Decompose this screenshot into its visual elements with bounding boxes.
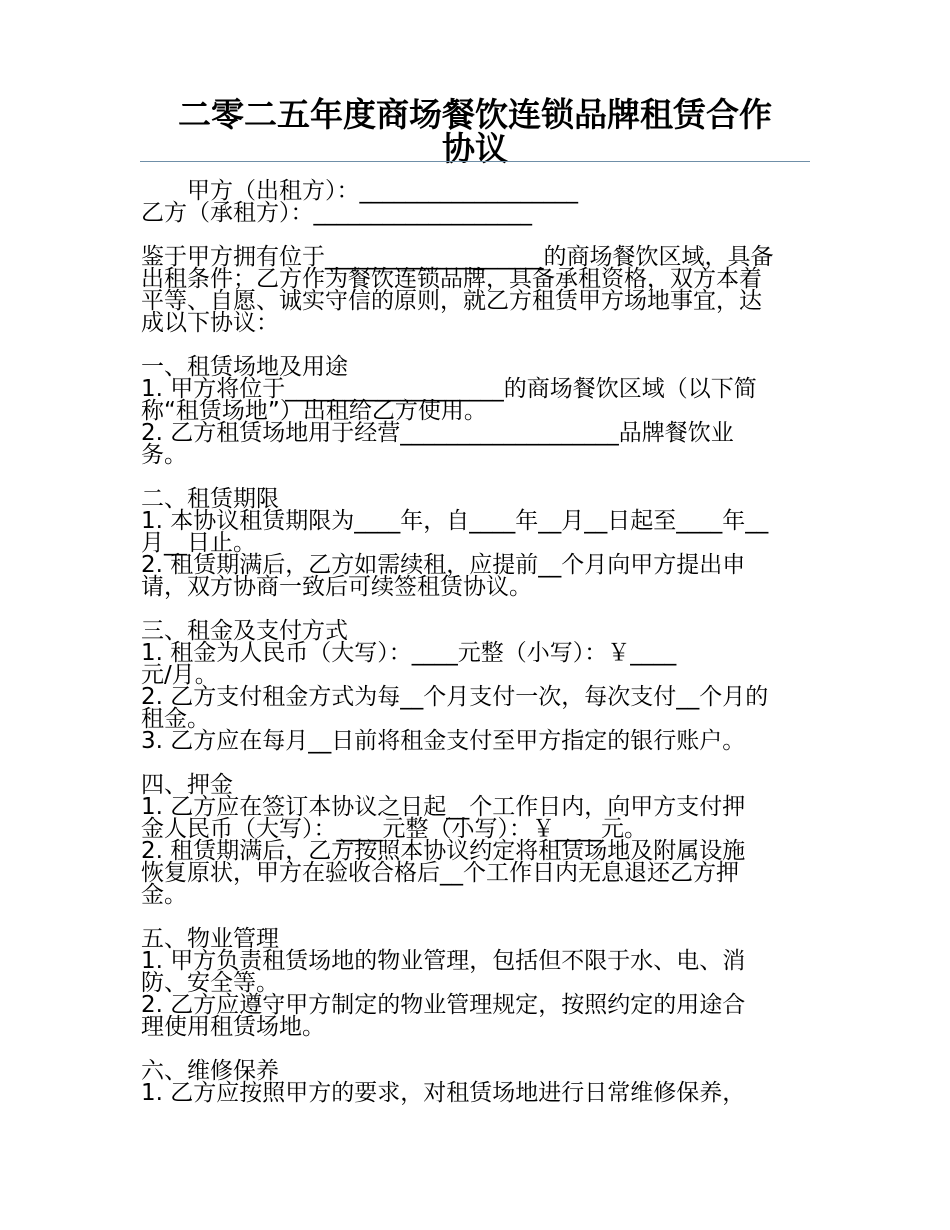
clause-line: 金人民币（大写）：____元整（小写）：￥____元。	[141, 816, 647, 842]
section-2	[141, 488, 811, 598]
section-heading: 一、租赁场地及用途	[141, 354, 348, 380]
clause-line: 1. 乙方应按照甲方的要求，对租赁场地进行日常维修保养，	[141, 1080, 746, 1106]
clause-line: 1. 甲方将位于___________________的商场餐饮区域（以下简	[141, 376, 757, 402]
section-heading: 三、租金及支付方式	[141, 618, 348, 644]
clause-line: 1. 租金为人民币（大写）：____元整（小写）：￥____	[141, 640, 677, 666]
party-a-line: 甲方（出租方）：___________________	[187, 178, 578, 204]
title-line-2: 协议	[442, 129, 508, 168]
title-line-1: 二零二五年度商场餐饮连锁品牌租赁合作	[178, 95, 772, 134]
clause-line: 1. 乙方应在签订本协议之日起__个工作日内，向甲方支付押	[141, 794, 746, 820]
section-heading: 四、押金	[141, 772, 233, 798]
preamble-line: 成以下协议：	[141, 310, 279, 336]
clause-line: 防、安全等。	[141, 970, 279, 996]
preamble-line: 鉴于甲方拥有位于___________________的商场餐饮区域，具备	[141, 244, 774, 270]
preamble-line: 平等、自愿、诚实守信的原则，就乙方租赁甲方场地事宜，达	[141, 288, 762, 314]
title-divider	[140, 161, 810, 162]
clause-line: 1. 甲方负责租赁场地的物业管理，包括但不限于水、电、消	[141, 948, 746, 974]
clause-line: 2. 乙方支付租金方式为每__个月支付一次，每次支付__个月的	[141, 684, 769, 710]
section-heading: 六、维修保养	[141, 1058, 279, 1084]
clause-line: 请，双方协商一致后可续签租赁协议。	[141, 574, 532, 600]
section-5	[141, 928, 811, 1038]
clause-line: 2. 租赁期满后，乙方按照本协议约定将租赁场地及附属设施	[141, 838, 746, 864]
clause-line: 理使用租赁场地。	[141, 1014, 325, 1040]
section-heading: 二、租赁期限	[141, 486, 279, 512]
clause-line: 2. 乙方应遵守甲方制定的物业管理规定，按照约定的用途合	[141, 992, 746, 1018]
section-6	[141, 1060, 811, 1104]
clause-line: 称“租赁场地”）出租给乙方使用。	[141, 398, 487, 424]
section-3	[141, 620, 811, 752]
clause-line: 租金。	[141, 706, 210, 732]
clause-line: 2. 租赁期满后，乙方如需续租，应提前__个月向甲方提出申	[141, 552, 746, 578]
clause-line: 金。	[141, 882, 187, 908]
clause-line: 1. 本协议租赁期限为____年，自____年__月__日起至____年__	[141, 508, 769, 534]
clause-line: 恢复原状，甲方在验收合格后__个工作日内无息退还乙方押	[141, 860, 739, 886]
party-b-line: 乙方（承租方）：___________________	[141, 200, 532, 226]
section-heading: 五、物业管理	[141, 926, 279, 952]
document-body	[141, 180, 811, 1104]
clause-line: 月__日止。	[141, 530, 256, 556]
section-4	[141, 774, 811, 906]
clause-line: 务。	[141, 442, 187, 468]
preamble	[141, 246, 811, 334]
clause-line: 2. 乙方租赁场地用于经营___________________品牌餐饮业	[141, 420, 734, 446]
clause-line: 3. 乙方应在每月__日前将租金支付至甲方指定的银行账户。	[141, 728, 746, 754]
clause-line: 元/月。	[141, 662, 218, 688]
section-1	[141, 356, 811, 466]
preamble-line: 出租条件；乙方作为餐饮连锁品牌，具备承租资格，双方本着	[141, 266, 762, 292]
page-title	[140, 95, 810, 168]
